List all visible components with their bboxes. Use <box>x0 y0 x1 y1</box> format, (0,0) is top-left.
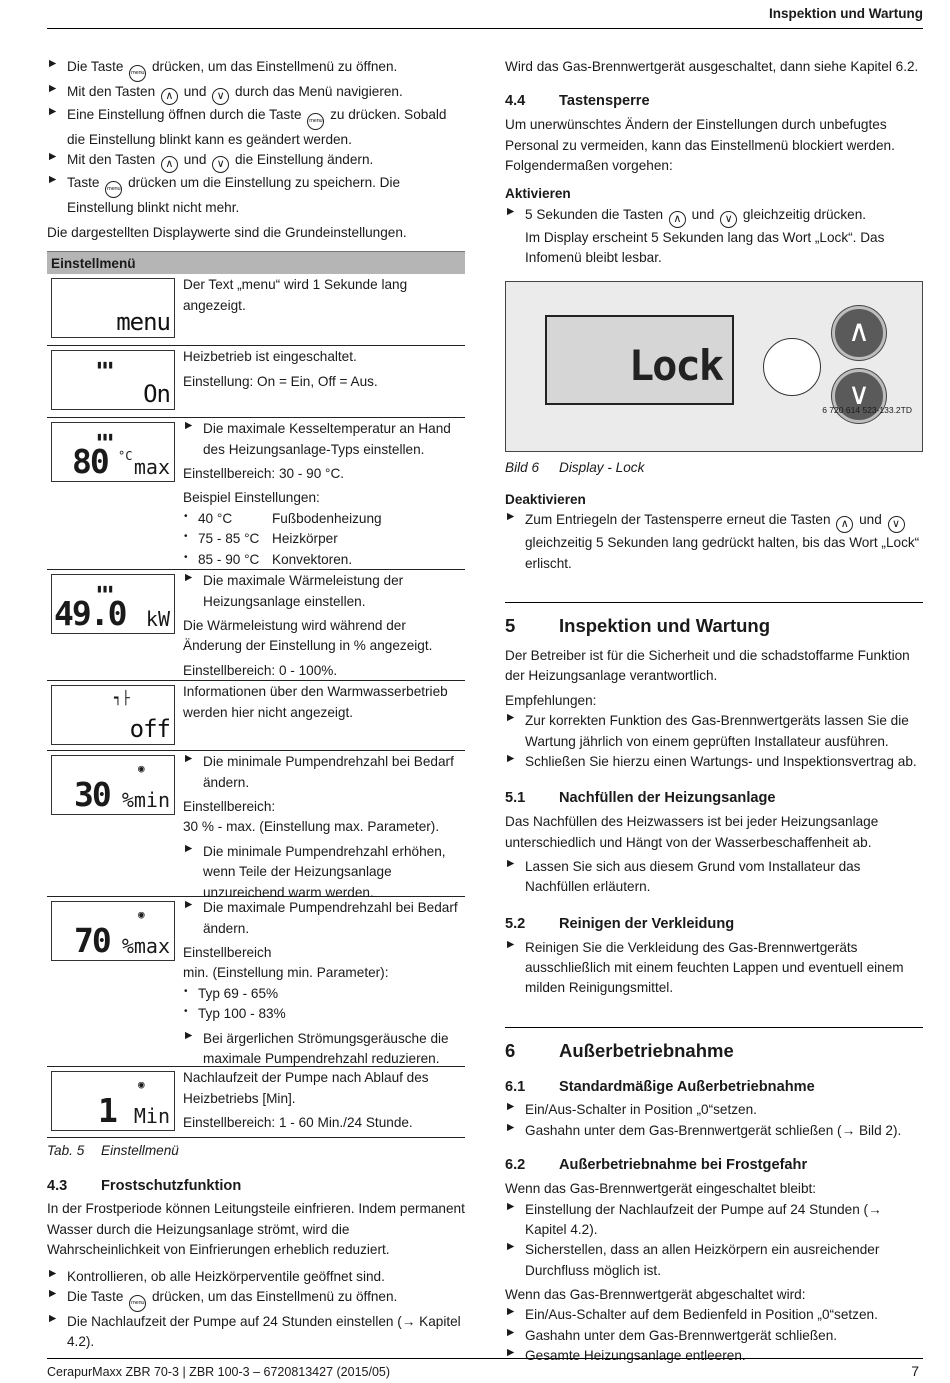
menu-instructions <box>47 57 465 219</box>
section-heading: 6.1 Standardmäßige Außerbetriebnahme <box>505 1078 815 1095</box>
up-button-icon: ∧ <box>161 156 178 173</box>
table-row: ▮▮▮ 80 °C max ▶ Die maximale Kesseltemperatur an Hand des Heizungsanlage-Typs einstellen. Einstellbereich: 30 - 90 °C. Beispiel Einstellungen: • 40 °C Fußbodenheizung • 75 - 85 °C Heizkörper • 85 - 90 °C Konvektoren. <box>47 418 465 570</box>
down-button-icon: ∨ <box>832 369 886 423</box>
section-heading: 5.2 Reinigen der Verkleidung <box>505 915 735 932</box>
radiator-icon: ▮▮▮ <box>96 358 113 372</box>
radiator-icon: ▮▮▮ <box>96 430 113 444</box>
table-row: menu Der Text „menu“ wird 1 Sekunde lang angezeigt. <box>47 274 465 346</box>
footer-doc-id: CerapurMaxx ZBR 70-3 | ZBR 100-3 – 6720813427 (2015/05) <box>47 1365 391 1379</box>
subheading: Aktivieren <box>505 186 571 202</box>
header-title: Inspektion und Wartung <box>769 6 923 21</box>
menu-button-icon: menu <box>307 113 324 130</box>
menu-button-icon: menu <box>129 65 146 82</box>
lcd-display: ▮▮▮ On <box>51 350 175 410</box>
up-button-icon: ∧ <box>669 211 686 228</box>
lcd-display: ▮▮▮ 49.0 kW <box>51 574 175 634</box>
section-heading: 5.1 Nachfüllen der Heizungsanlage <box>505 790 776 807</box>
pump-icon: ◉ <box>138 908 145 922</box>
lcd-display: Lock <box>545 315 734 405</box>
figure-caption: Bild 6 Display - Lock <box>505 459 645 475</box>
lcd-display: ▮▮▮ 80 °C max <box>51 422 175 482</box>
frost-steps: ▶ Kontrollieren, ob alle Heizkörperventile geöffnet sind. ▶ Die Taste menu drücken, um das Einstellmenü zu öffnen. ▶ Die Nachlaufzeit der Pumpe auf 24 Stunden einstellen (→ Kapitel 4.2). <box>47 1267 465 1353</box>
list-item: ▶ Mit den Tasten ∧ und ∨ durch das Menü navigieren. <box>47 82 465 105</box>
table-row: ▮▮▮ On Heizbetrieb ist eingeschaltet. Einstellung: On = Ein, Off = Aus. <box>47 346 465 418</box>
up-button-icon: ∧ <box>836 516 853 533</box>
intro-text: Wird das Gas-Brennwertgerät ausgeschaltet, dann siehe Kapitel 6.2. <box>505 59 919 74</box>
lcd-display: ◉ 1 Min <box>51 1071 175 1131</box>
pump-icon: ◉ <box>138 762 145 776</box>
left-column <box>47 57 465 1353</box>
chapter-heading: 5 Inspektion und Wartung <box>505 615 771 637</box>
table-header: Einstellmenü <box>47 251 465 274</box>
down-button-icon: ∨ <box>212 156 229 173</box>
lcd-display: ┑├ off <box>51 685 175 745</box>
table-row: ◉ 30 %min ▶ Die minimale Pumpendrehzahl bei Bedarf ändern. Einstellbereich: 30 % - max. (Einstellung max. Parameter). ▶ Die minimale Pumpendrehzahl erhöhen, wenn Teile der Heizungsanlage unzureichend warm werden. <box>47 751 465 897</box>
section-heading: 4.3 Frostschutzfunktion <box>47 1177 242 1194</box>
lcd-display: menu <box>51 278 175 338</box>
table-row: ▮▮▮ 49.0 kW ▶ Die maximale Wärmeleistung der Heizungsanlage einstellen. Die Wärmeleistung wird während der Änderung der Einstellung in % angezeigt. Einstellbereich: 0 - 100%. <box>47 570 465 681</box>
down-button-icon: ∨ <box>212 88 229 105</box>
display-note: Die dargestellten Displaywerte sind die Grundeinstellungen. <box>47 224 407 240</box>
list-item: ▶ Mit den Tasten ∧ und ∨ die Einstellung ändern. <box>47 150 465 173</box>
radiator-icon: ▮▮▮ <box>96 582 113 596</box>
chapter-heading: 6 Außerbetriebnahme <box>505 1039 734 1061</box>
down-button-icon: ∨ <box>720 211 737 228</box>
section-heading: 6.2 Außerbetriebnahme bei Frostgefahr <box>505 1157 808 1174</box>
lock-display-figure: Lock ∧ ∨ 6 720 614 523-133.2TD <box>505 281 923 452</box>
table-row: ┑├ off Informationen über den Warmwasserbetrieb werden hier nicht angezeigt. <box>47 681 465 751</box>
settings-menu-table <box>47 251 465 1138</box>
menu-button-icon: menu <box>129 1295 146 1312</box>
up-button-icon: ∧ <box>161 88 178 105</box>
list-item: ▶ Die Taste menu drücken, um das Einstellmenü zu öffnen. <box>47 57 465 82</box>
up-button-icon: ∧ <box>832 306 886 360</box>
down-button-icon: ∨ <box>888 516 905 533</box>
pump-icon: ◉ <box>138 1078 145 1092</box>
table-row: ◉ 1 Min Nachlaufzeit der Pumpe nach Ablauf des Heizbetriebs [Min]. Einstellbereich: 1 - 60 Min./24 Stunde. <box>47 1067 465 1138</box>
tap-icon: ┑├ <box>114 691 130 707</box>
lcd-display: ◉ 30 %min <box>51 755 175 815</box>
list-item: ▶ Taste menu drücken um die Einstellung zu speichern. Die Einstellung blinkt nicht mehr. <box>47 173 465 218</box>
menu-button-icon: menu <box>105 181 122 198</box>
table-caption: Tab. 5 Einstellmenü <box>47 1143 179 1159</box>
page-header <box>47 0 923 29</box>
page-number: 7 <box>911 1363 919 1379</box>
page-footer <box>47 1358 923 1383</box>
section-text: In der Frostperiode können Leitungsteile einfrieren. Indem permanent Wasser durch die Heizungsanlage strömt, wird die Wahrscheinlichkeit von Einfrierungen erheblich reduziert. <box>47 1201 465 1258</box>
section-heading: 4.4 Tastensperre <box>505 93 650 110</box>
lcd-display: ◉ 70 %max <box>51 901 175 961</box>
list-item: ▶ Eine Einstellung öffnen durch die Taste menu zu drücken. Sobald die Einstellung blinkt kann es geändert werden. <box>47 105 465 150</box>
right-column: Wird das Gas-Brennwertgerät ausgeschaltet, dann siehe Kapitel 6.2. 4.4 Tastensperre Um unerwünschtes Ändern der Einstellungen durch unbefugtes Personal zu vermeiden, kann das Einstellmenü blockiert werden. Folgendermaßen vorgehen: Aktivieren ▶ 5 Sekunden die Tasten ∧ und ∨ gleichzeitig drücken. Im Display erscheint 5 Sekunden lang das Wort „Lock“. Das Infomenü bleibt lesbar. Lock ∧ ∨ 6 720 614 523-133.2TD Bild 6 Display - Lock Deaktivieren ▶ Zum Entriegeln der Tastensperre erneut die Tasten ∧ und ∨ gleichzeitig 5 Sekunden lang gedrückt halten, bis das Wort „Lock“ erlischt. 5 Inspektion und Wartung Der Betreiber ist für die Sicherheit und die schadstoffarme Funktion der Heizungsanlage verantwortlich. Empfehlungen: ▶ Zur korrekten Funktion des Gas-Brennwertgeräts lassen Sie die Wartung jährlich von einem geprüften Installateur ausführen. ▶ Schließen Sie hierzu einen Wartungs- und Inspektionsvertrag ab. 5.1 Nachfüllen der Heizungsanlage Das Nachfüllen des Heizwassers ist bei jeder Heizungsanlage unterschiedlich und Hängt von der Wasserbeschaffenheit ab. ▶ Lassen Sie sich aus diesem Grund vom Installateur das Nachfüllen erläutern. 5.2 Reinigen der Verkleidung ▶ Reinigen Sie die Verkleidung des Gas-Brennwertgeräts ausschließlich mit einem feuchten Lappen und eventuell einem milden Reinigungsmittel. 6 Außerbetriebnahme 6.1 Standardmäßige Außerbetriebnahme ▶ Ein/Aus-Schalter in Position „0“setzen. ▶ Gashahn unter dem Gas-Brennwertgerät schließen (→ Bild 2). 6.2 Außerbetriebnahme bei Frostgefahr Wenn das Gas-Brennwertgerät eingeschaltet bleibt: ▶ Einstellung der Nachlaufzeit der Pumpe auf 24 Stunden (→ Kapitel 4.2). ▶ Sicherstellen, dass an allen Heizkörpern ein ausreichender Durchfluss möglich ist. Wenn das Gas-Brennwertgerät abgeschaltet wird: ▶ Ein/Aus-Schalter auf dem Bedienfeld in Position „0“setzen. ▶ Gashahn unter dem Gas-Brennwertgerät schließen. ▶ Gesamte Heizungsanlage entleeren. <box>505 57 923 1367</box>
subheading: Deaktivieren <box>505 492 586 508</box>
knob <box>763 338 821 396</box>
table-row: ◉ 70 %max ▶ Die maximale Pumpendrehzahl bei Bedarf ändern. Einstellbereich min. (Einstellung min. Parameter): • Typ 69 - 65% • Typ 100 - 83% ▶ Bei ärgerlichen Strömungsgeräusche die maximale Pumpendrehzahl reduzieren. <box>47 897 465 1067</box>
